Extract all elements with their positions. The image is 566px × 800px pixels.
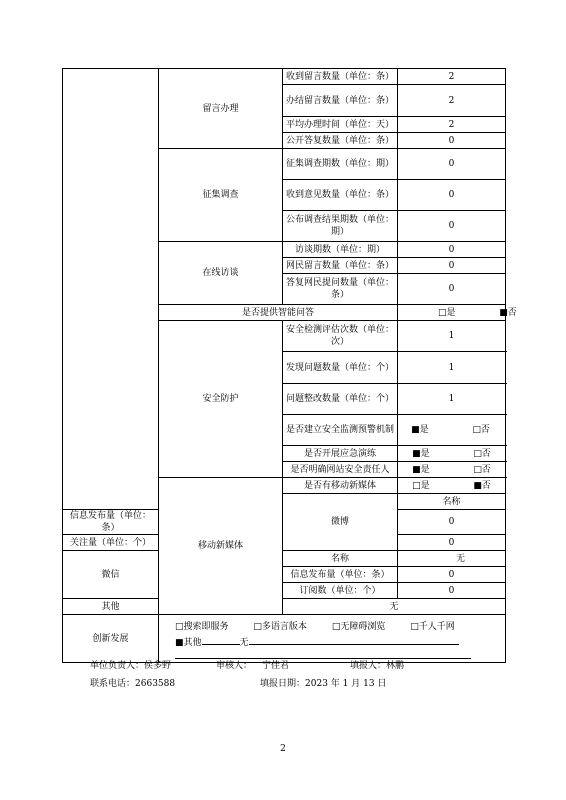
chuangxin-other-value: 无: [239, 637, 249, 648]
zhineng-check-cell: [398, 305, 517, 321]
anquan-row-name: 安全检测评估次数（单位：次）: [283, 321, 398, 352]
anquan-check-yes[interactable]: ■是: [412, 448, 430, 459]
yidong-yes-checkbox[interactable]: □是: [412, 480, 430, 491]
anquan-row-value: 1: [398, 321, 506, 352]
weixin-row-value: 0: [398, 567, 506, 583]
phone-field: 联系电话：2663588: [90, 679, 176, 689]
weixin-row-value: 0: [398, 583, 506, 599]
yidong-other-value: 无: [283, 599, 506, 615]
page-number: 2: [280, 744, 286, 754]
date-field: 填报日期：2023 年 1 月 13 日: [260, 679, 387, 689]
anquan-row-name: 发现问题数量（单位：个）: [283, 352, 398, 384]
liuyan-row-value: 0: [398, 133, 506, 149]
zhengji-row-value: 0: [398, 149, 506, 180]
anquan-check-cell: [398, 415, 506, 446]
fangtan-label: 在线访谈: [159, 242, 283, 305]
yidong-has-mobile-cell: [398, 478, 506, 494]
chuangxin-option-checkbox[interactable]: □多语言版本: [253, 621, 307, 632]
fangtan-row-name: 答复网民提问数量（单位：条）: [283, 274, 398, 305]
anquan-check-yes[interactable]: ■是: [412, 464, 430, 475]
anquan-row-name: 问题整改数量（单位：个）: [283, 384, 398, 415]
liuyan-row-name: 办结留言数量（单位：条）: [283, 85, 398, 117]
chuangxin-option-checkbox[interactable]: □搜索即服务: [175, 621, 229, 632]
anquan-check-no[interactable]: □否: [473, 448, 491, 459]
filler-field: 填报人：林鹏: [350, 661, 405, 671]
weibo-row-name: 信息发布量（单位：条）: [63, 510, 159, 535]
zhengji-label: 征集调查: [159, 149, 283, 242]
anquan-label: 安全防护: [159, 321, 283, 478]
chuangxin-label: 创新发展: [63, 615, 159, 663]
liuyan-row-name: 平均办理时间（单位：天）: [283, 117, 398, 133]
continued-section-cell: [63, 69, 159, 510]
chuangxin-options-cell: [159, 615, 506, 663]
anquan-check-name: 是否明确网站安全责任人: [283, 462, 398, 478]
anquan-row-value: 1: [398, 352, 506, 384]
chuangxin-option-checkbox[interactable]: □千人千网: [410, 621, 455, 632]
yidong-label: 移动新媒体: [159, 478, 283, 615]
weibo-label: 微博: [283, 494, 398, 551]
yidong-other-label: 其他: [63, 599, 159, 615]
liuyan-row-name: 收到留言数量（单位：条）: [283, 69, 398, 85]
liuyan-row-name: 公开答复数量（单位：条）: [283, 133, 398, 149]
zhengji-row-name: 收到意见数量（单位：条）: [283, 180, 398, 211]
signature-line-2: [90, 678, 386, 690]
anquan-check-name: 是否建立安全监测预警机制: [283, 415, 398, 446]
chuangxin-other-line: [249, 644, 459, 645]
zhengji-row-value: 0: [398, 211, 506, 242]
zhineng-yes-checkbox[interactable]: □是: [438, 307, 456, 318]
fangtan-row-value: 0: [398, 242, 506, 258]
weixin-row-name: 名称: [283, 551, 398, 567]
chuangxin-other-checkbox[interactable]: ■其他: [175, 637, 202, 648]
yidong-has-mobile-name: 是否有移动新媒体: [283, 478, 398, 494]
anquan-check-yes[interactable]: ■是: [411, 425, 429, 435]
zhengji-row-name: 公布调查结果期数（单位：期）: [283, 211, 398, 242]
weixin-row-value: 无: [398, 551, 506, 567]
anquan-check-cell: [398, 462, 506, 478]
weibo-row-value: 0: [398, 510, 506, 535]
weixin-row-name: 订阅数（单位：个）: [283, 583, 398, 599]
weixin-row-name: 信息发布量（单位：条）: [283, 567, 398, 583]
anquan-row-value: 1: [398, 384, 506, 415]
weixin-label: 微信: [63, 551, 159, 599]
anquan-check-no[interactable]: □否: [473, 464, 491, 475]
anquan-check-no[interactable]: □否: [472, 425, 490, 435]
chuangxin-option-checkbox[interactable]: □无障碍浏览: [331, 621, 386, 632]
chuangxin-blank-line: [175, 652, 471, 659]
weibo-row-name: 关注量（单位：个）: [63, 535, 159, 551]
zhineng-no-checkbox[interactable]: ■否: [499, 307, 517, 318]
reviewer-field: 审核人： 宁佳君: [216, 661, 290, 671]
liuyan-row-value: 2: [398, 69, 506, 85]
liuyan-row-value: 2: [398, 85, 506, 117]
yidong-no-checkbox[interactable]: ■否: [473, 480, 491, 491]
liuyan-label: 留言办理: [159, 69, 283, 149]
weibo-row-name: 名称: [398, 494, 506, 510]
zhineng-label: 是否提供智能问答: [159, 305, 398, 321]
liuyan-row-value: 2: [398, 117, 506, 133]
weibo-row-value: 0: [398, 535, 506, 551]
zhengji-row-name: 征集调查期数（单位：期）: [283, 149, 398, 180]
fangtan-row-name: 访谈期数（单位：期）: [283, 242, 398, 258]
fangtan-row-value: 0: [398, 258, 506, 274]
fangtan-row-name: 网民留言数量（单位：条）: [283, 258, 398, 274]
zhengji-row-value: 0: [398, 180, 506, 211]
fangtan-row-value: 0: [398, 274, 506, 305]
statistics-table: [62, 68, 517, 663]
anquan-check-cell: [398, 446, 506, 462]
leader-field: 单位负责人：侯多野: [90, 661, 172, 671]
anquan-check-name: 是否开展应急演练: [283, 446, 398, 462]
signature-line-1: [90, 660, 404, 672]
